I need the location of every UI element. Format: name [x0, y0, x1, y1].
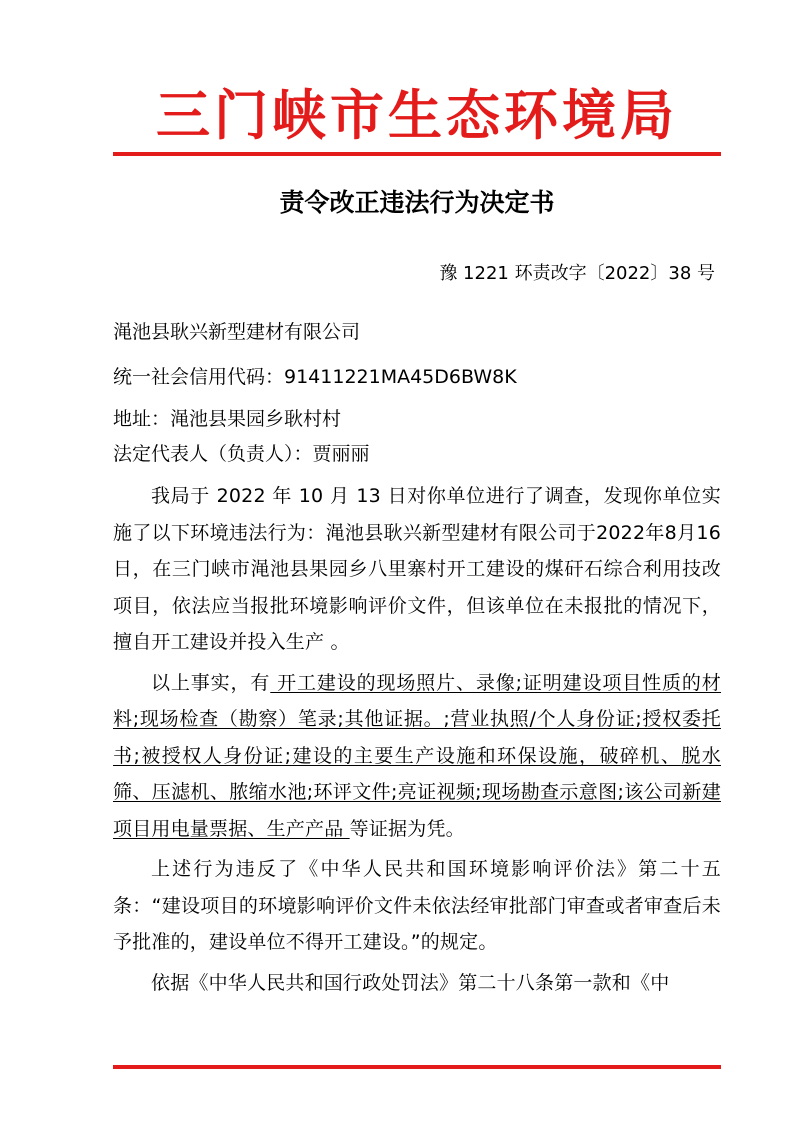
paragraph-violation: 上述行为违反了《中华人民共和国环境影响评价法》第二十五条：“建设项目的环境影响评价文件未依法经审批部门审查或者审查后未予批准的，建设单位不得开工建设。”的规定。	[113, 858, 721, 953]
paragraph-findings: 我局于 2022 年 10 月 13 日对你单位进行了调查，发现你单位实施了以下环境违法行为：渑池县耿兴新型建材有限公司于2022年8月16日，在三门峡市渑池县果园乡八里寨村开工建设的煤矸石综合利用技改项目，依法应当报批环境影响评价文件，但该单位在未报批的情况下，擅自开工建设并投入生产 。	[113, 485, 721, 653]
decision-body	[113, 478, 721, 1001]
agency-header: 三门峡市生态环境局	[156, 83, 678, 147]
header-red-rule	[113, 152, 721, 156]
evidence-prefix: 以上事实，有	[151, 671, 271, 694]
document-number: 豫 1221 环责改字〔2022〕38 号	[439, 263, 715, 284]
document-title: 责令改正违法行为决定书	[279, 188, 555, 217]
party-credit-code: 统一社会信用代码：91411221MA45D6BW8K	[113, 366, 517, 388]
evidence-suffix: 等证据为凭。	[349, 817, 465, 840]
party-address: 地址：渑池县果园乡耿村村	[113, 408, 342, 430]
evidence-list: 开工建设的现场照片、录像;证明建设项目性质的材料;现场检查（勘察）笔录;其他证据。;营业执照/个人身份证;授权委托书;被授权人身份证;建设的主要生产设施和环保设施，破碎机、脱水筛、压滤机、脓缩水池;环评文件;亮证视频;现场勘查示意图;该公司新建项目用电量票据、生产产品	[113, 671, 721, 840]
paragraph-legal-basis: 依据《中华人民共和国行政处罚法》第二十八条第一款和《中	[151, 971, 670, 994]
footer-red-rule	[113, 1065, 721, 1069]
paragraph-evidence	[113, 665, 721, 848]
party-company: 渑池县耿兴新型建材有限公司	[113, 321, 361, 343]
party-legal-representative: 法定代表人（负责人）：贾丽丽	[113, 443, 370, 465]
